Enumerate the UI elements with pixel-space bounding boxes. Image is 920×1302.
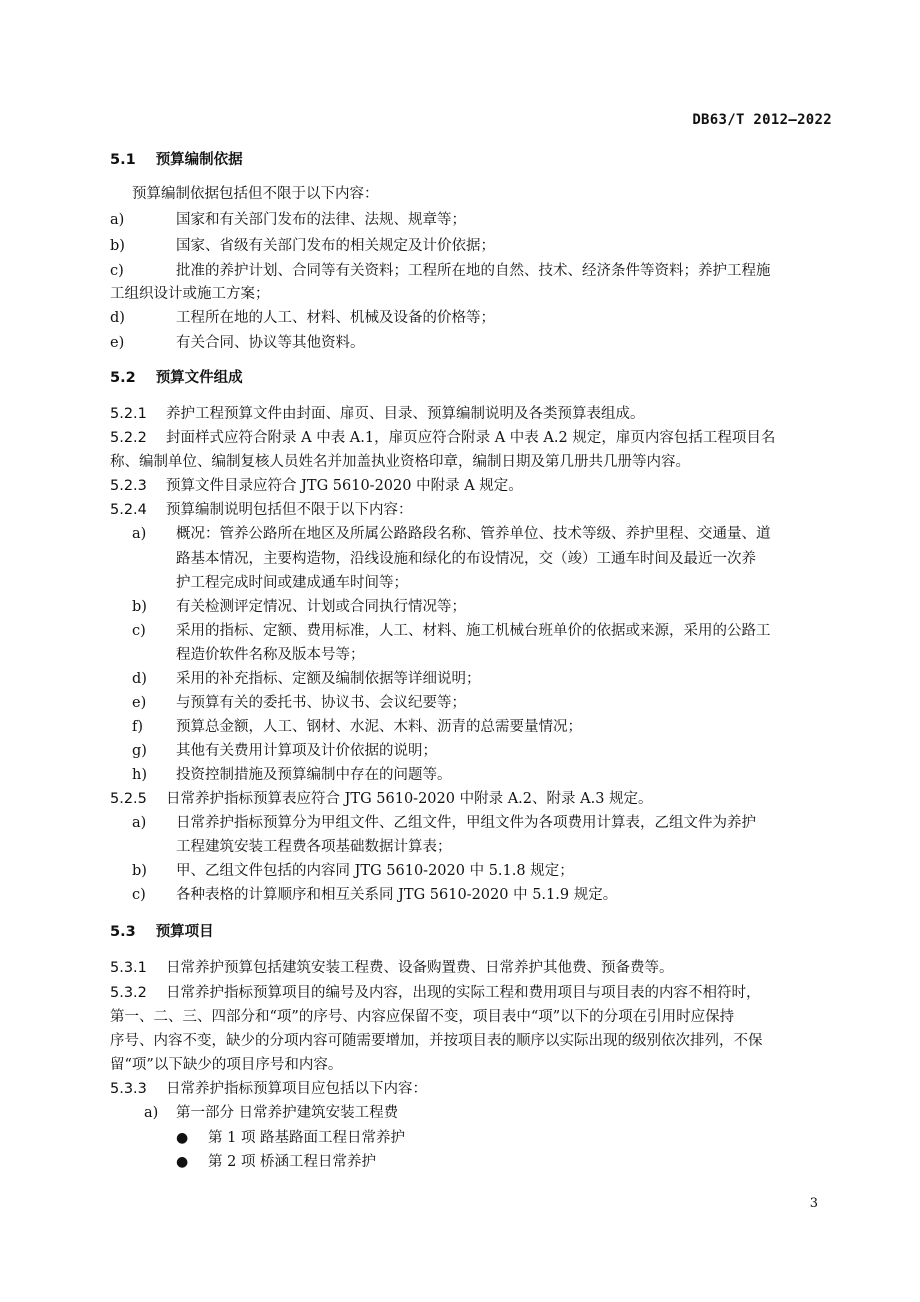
list-text-continuation: 程造价软件名称及版本号等； bbox=[176, 647, 365, 663]
section-heading-5-3 bbox=[110, 922, 214, 942]
list-text: 各种表格的计算顺序和相互关系同 JTG 5610-2020 中 5.1.9 规定。 bbox=[176, 887, 618, 903]
list-text: 与预算有关的委托书、协议书、会议纪要等； bbox=[176, 695, 466, 711]
list-text-continuation: 护工程完成时间或建成通车时间等； bbox=[176, 575, 408, 591]
paragraph: 预算编制依据包括但不限于以下内容： bbox=[132, 186, 379, 202]
list-marker: a) bbox=[144, 1105, 159, 1121]
list-text: 有关合同、协议等其他资料。 bbox=[176, 335, 365, 351]
list-text: 日常养护指标预算分为甲组文件、乙组文件，甲组文件为各项费用计算表，乙组文件为养护 bbox=[176, 815, 756, 831]
bullet-icon: ● bbox=[176, 1130, 189, 1146]
section-number: 5.2 bbox=[110, 370, 136, 386]
clause-number: 5.3.2 bbox=[110, 985, 147, 1001]
clause-text: 预算文件目录应符合 JTG 5610-2020 中附录 A 规定。 bbox=[166, 478, 523, 494]
section-title: 预算项目 bbox=[155, 924, 214, 940]
list-marker: g) bbox=[132, 743, 147, 759]
section-title: 预算文件组成 bbox=[155, 370, 243, 386]
list-text-continuation: 路基本情况，主要构造物，沿线设施和绿化的布设情况，交（竣）工通车时间及最近一次养 bbox=[176, 551, 756, 567]
page-number: 3 bbox=[809, 1196, 818, 1211]
list-marker: d) bbox=[110, 310, 125, 326]
list-text: 国家、省级有关部门发布的相关规定及计价依据； bbox=[176, 238, 495, 254]
list-text: 有关检测评定情况、计划或合同执行情况等； bbox=[176, 599, 466, 615]
list-text: 投资控制措施及预算编制中存在的问题等。 bbox=[176, 767, 452, 783]
list-marker: b) bbox=[132, 863, 147, 879]
bullet-text: 第 2 项 桥涵工程日常养护 bbox=[208, 1154, 377, 1170]
list-marker: c) bbox=[132, 623, 146, 639]
section-number: 5.1 bbox=[110, 152, 136, 168]
list-marker: c) bbox=[132, 887, 146, 903]
clause-number: 5.3.3 bbox=[110, 1081, 147, 1097]
clause-text: 日常养护预算包括建筑安装工程费、设备购置费、日常养护其他费、预备费等。 bbox=[166, 960, 674, 976]
list-marker: c) bbox=[110, 263, 124, 279]
list-marker: e) bbox=[110, 335, 125, 351]
clause-number: 5.3.1 bbox=[110, 960, 147, 976]
section-title: 预算编制依据 bbox=[155, 152, 243, 168]
clause-text-continuation: 第一、二、三、四部分和“项”的序号、内容应保留不变，项目表中“项”以下的分项在引用时应保持 bbox=[110, 1009, 735, 1025]
clause-number: 5.2.3 bbox=[110, 478, 147, 494]
list-marker: d) bbox=[132, 671, 147, 687]
clause-number: 5.2.2 bbox=[110, 430, 147, 446]
clause-number: 5.2.4 bbox=[110, 502, 147, 518]
section-number: 5.3 bbox=[110, 924, 136, 940]
list-text: 概况：管养公路所在地区及所属公路路段名称、管养单位、技术等级、养护里程、交通量、道 bbox=[176, 526, 771, 542]
clause-number: 5.2.5 bbox=[110, 791, 147, 807]
standard-code-header: DB63/T 2012—2022 bbox=[692, 112, 832, 128]
list-marker: e) bbox=[132, 695, 147, 711]
list-text: 甲、乙组文件包括的内容同 JTG 5610-2020 中 5.1.8 规定； bbox=[176, 863, 574, 879]
list-text: 第一部分 日常养护建筑安装工程费 bbox=[176, 1105, 399, 1121]
clause-text: 日常养护指标预算项目的编号及内容，出现的实际工程和费用项目与项目表的内容不相符时， bbox=[166, 985, 761, 1001]
list-marker: a) bbox=[132, 526, 147, 542]
clause-text: 封面样式应符合附录 A 中表 A.1，扉页应符合附录 A 中表 A.2 规定，扉页内容包括工程项目名 bbox=[166, 430, 776, 446]
list-text: 批准的养护计划、合同等有关资料；工程所在地的自然、技术、经济条件等资料；养护工程施 bbox=[176, 263, 771, 279]
list-marker: h) bbox=[132, 767, 147, 783]
list-marker: a) bbox=[110, 212, 125, 228]
list-text: 国家和有关部门发布的法律、法规、规章等； bbox=[176, 212, 466, 228]
clause-text: 预算编制说明包括但不限于以下内容： bbox=[166, 502, 413, 518]
clause-text-continuation: 留“项”以下缺少的项目序号和内容。 bbox=[110, 1057, 343, 1073]
clause-text-continuation: 序号、内容不变，缺少的分项内容可随需要增加，并按项目表的顺序以实际出现的级别依次排列，不保 bbox=[110, 1033, 763, 1049]
bullet-text: 第 1 项 路基路面工程日常养护 bbox=[208, 1130, 406, 1146]
bullet-icon: ● bbox=[176, 1154, 189, 1170]
list-marker: a) bbox=[132, 815, 147, 831]
clause-number: 5.2.1 bbox=[110, 406, 147, 422]
clause-text: 日常养护指标预算项目应包括以下内容： bbox=[166, 1081, 427, 1097]
list-text-continuation: 工组织设计或施工方案； bbox=[110, 286, 270, 302]
list-marker: f) bbox=[132, 719, 144, 735]
list-text: 其他有关费用计算项及计价依据的说明； bbox=[176, 743, 437, 759]
list-marker: b) bbox=[110, 238, 125, 254]
list-text: 采用的补充指标、定额及编制依据等详细说明； bbox=[176, 671, 481, 687]
list-marker: b) bbox=[132, 599, 147, 615]
list-text-continuation: 工程建筑安装工程费各项基础数据计算表； bbox=[176, 839, 452, 855]
list-text: 工程所在地的人工、材料、机械及设备的价格等； bbox=[176, 310, 495, 326]
section-heading-5-1 bbox=[110, 150, 243, 170]
clause-text-continuation: 称、编制单位、编制复核人员姓名并加盖执业资格印章，编制日期及第几册共几册等内容。 bbox=[110, 454, 690, 470]
clause-text: 日常养护指标预算表应符合 JTG 5610-2020 中附录 A.2、附录 A.3 规定。 bbox=[166, 791, 653, 807]
clause-text: 养护工程预算文件由封面、扉页、目录、预算编制说明及各类预算表组成。 bbox=[166, 406, 645, 422]
list-text: 采用的指标、定额、费用标准，人工、材料、施工机械台班单价的依据或来源，采用的公路工 bbox=[176, 623, 771, 639]
list-text: 预算总金额，人工、钢材、水泥、木料、沥青的总需要量情况； bbox=[176, 719, 582, 735]
section-heading-5-2 bbox=[110, 368, 243, 388]
